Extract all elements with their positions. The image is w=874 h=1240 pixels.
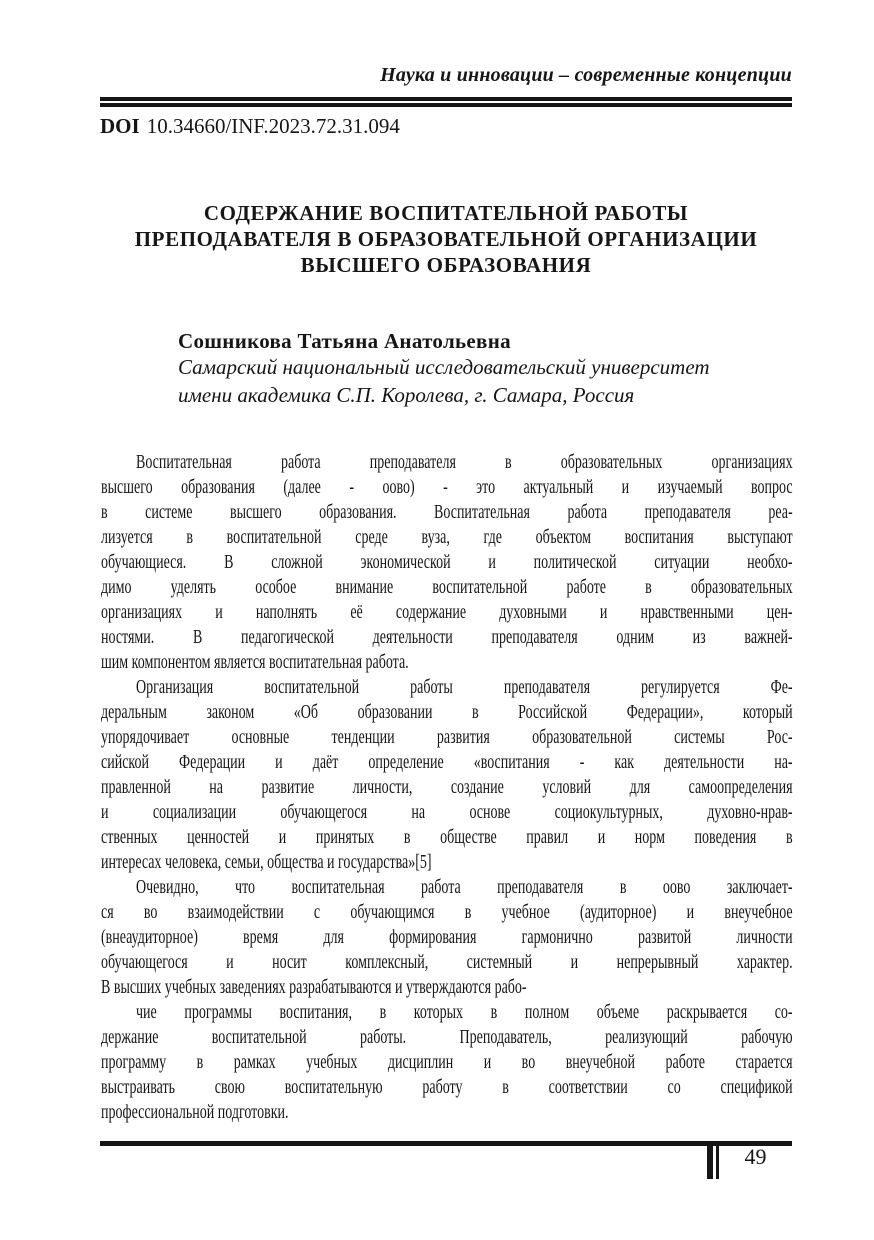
body-line: программу в рамках учебных дисциплин и во внеучебной работе старается [101, 1051, 793, 1073]
body-line: Организация воспитательной работы преподавателя регулируется Фе- [136, 676, 793, 698]
body-line: правленной на развитие личности, создание условий для самоопределения [101, 776, 793, 798]
body-line: организациях и наполнять её содержание духовными и нравственными цен- [101, 601, 793, 623]
body-line: и социализации обучающегося на основе социокультурных, духовно-нрав- [101, 801, 793, 823]
affiliation-line-1: Самарский национальный исследовательский университет [178, 355, 710, 379]
body-line: обучающиеся. В сложной экономической и политической ситуации необхо- [101, 551, 793, 573]
article-title-line-3: ВЫСШЕГО ОБРАЗОВАНИЯ [300, 253, 592, 277]
article-title-line-1: СОДЕРЖАНИЕ ВОСПИТАТЕЛЬНОЙ РАБОТЫ [203, 201, 689, 225]
body-line: чие программы воспитания, в которых в полном объеме раскрывается со- [136, 1001, 793, 1023]
footer-rule [100, 1141, 792, 1146]
body-line: ностями. В педагогической деятельности преподавателя одним из важней- [101, 626, 793, 648]
article-title [100, 200, 792, 278]
article-title-line-2: ПРЕПОДАВАТЕЛЯ В ОБРАЗОВАТЕЛЬНОЙ ОРГАНИЗАЦИИ [134, 227, 758, 251]
author-name: Сошникова Татьяна Анатольевна [178, 329, 511, 353]
author-block [178, 328, 710, 409]
body-line: В высших учебных заведениях разрабатываются и утверждаются рабо- [101, 976, 527, 998]
body-line: обучающегося и носит комплексный, системный и непрерывный характер. [101, 951, 793, 973]
header-rule [100, 97, 792, 107]
body-text [101, 450, 793, 1125]
body-line: сийской Федерации и даёт определение «воспитания - как деятельности на- [101, 751, 793, 773]
body-line: шим компонентом является воспитательная работа. [101, 651, 409, 673]
body-line: в системе высшего образования. Воспитательная работа преподавателя реа- [101, 501, 793, 523]
body-line: упорядочивает основные тенденции развития образовательной системы Рос- [101, 726, 793, 748]
body-line: димо уделять особое внимание воспитательной работе в образовательных [101, 576, 793, 598]
body-line: ственных ценностей и принятых в обществе правил и норм поведения в [101, 826, 793, 848]
body-line: деральным законом «Об образовании в Российской Федерации», который [101, 701, 793, 723]
body-line: держание воспитательной работы. Преподаватель, реализующий рабочую [101, 1026, 793, 1048]
body-line: профессиональной подготовки. [101, 1101, 289, 1123]
body-line: лизуется в воспитательной среде вуза, где объектом воспитания выступают [101, 526, 793, 548]
body-line: выстраивать свою воспитательную работу в соответствии со спецификой [101, 1076, 793, 1098]
body-line: Очевидно, что воспитательная работа преподавателя в оово заключает- [136, 876, 793, 898]
body-line: Воспитательная работа преподавателя в образовательных организациях [136, 451, 793, 473]
page-number: 49 [744, 1144, 767, 1169]
doi-label: DOI [100, 114, 140, 138]
journal-running-head: Наука и инновации – современные концепции [380, 64, 792, 86]
doi-value: 10.34660/INF.2023.72.31.094 [146, 114, 400, 138]
footer-bar-thick [707, 1141, 713, 1179]
body-line: ся во взаимодействии с обучающимся в учебное (аудиторное) и внеучебное [101, 901, 793, 923]
affiliation-line-2: имени академика С.П. Королева, г. Самара, Россия [178, 382, 635, 407]
body-line: (внеаудиторное) время для формирования гармонично развитой личности [101, 926, 793, 948]
body-line: интересах человека, семьи, общества и государства»[5] [101, 851, 432, 873]
doi-line [100, 114, 400, 139]
body-line: высшего образования (далее - оово) - это актуальный и изучаемый вопрос [101, 476, 793, 498]
